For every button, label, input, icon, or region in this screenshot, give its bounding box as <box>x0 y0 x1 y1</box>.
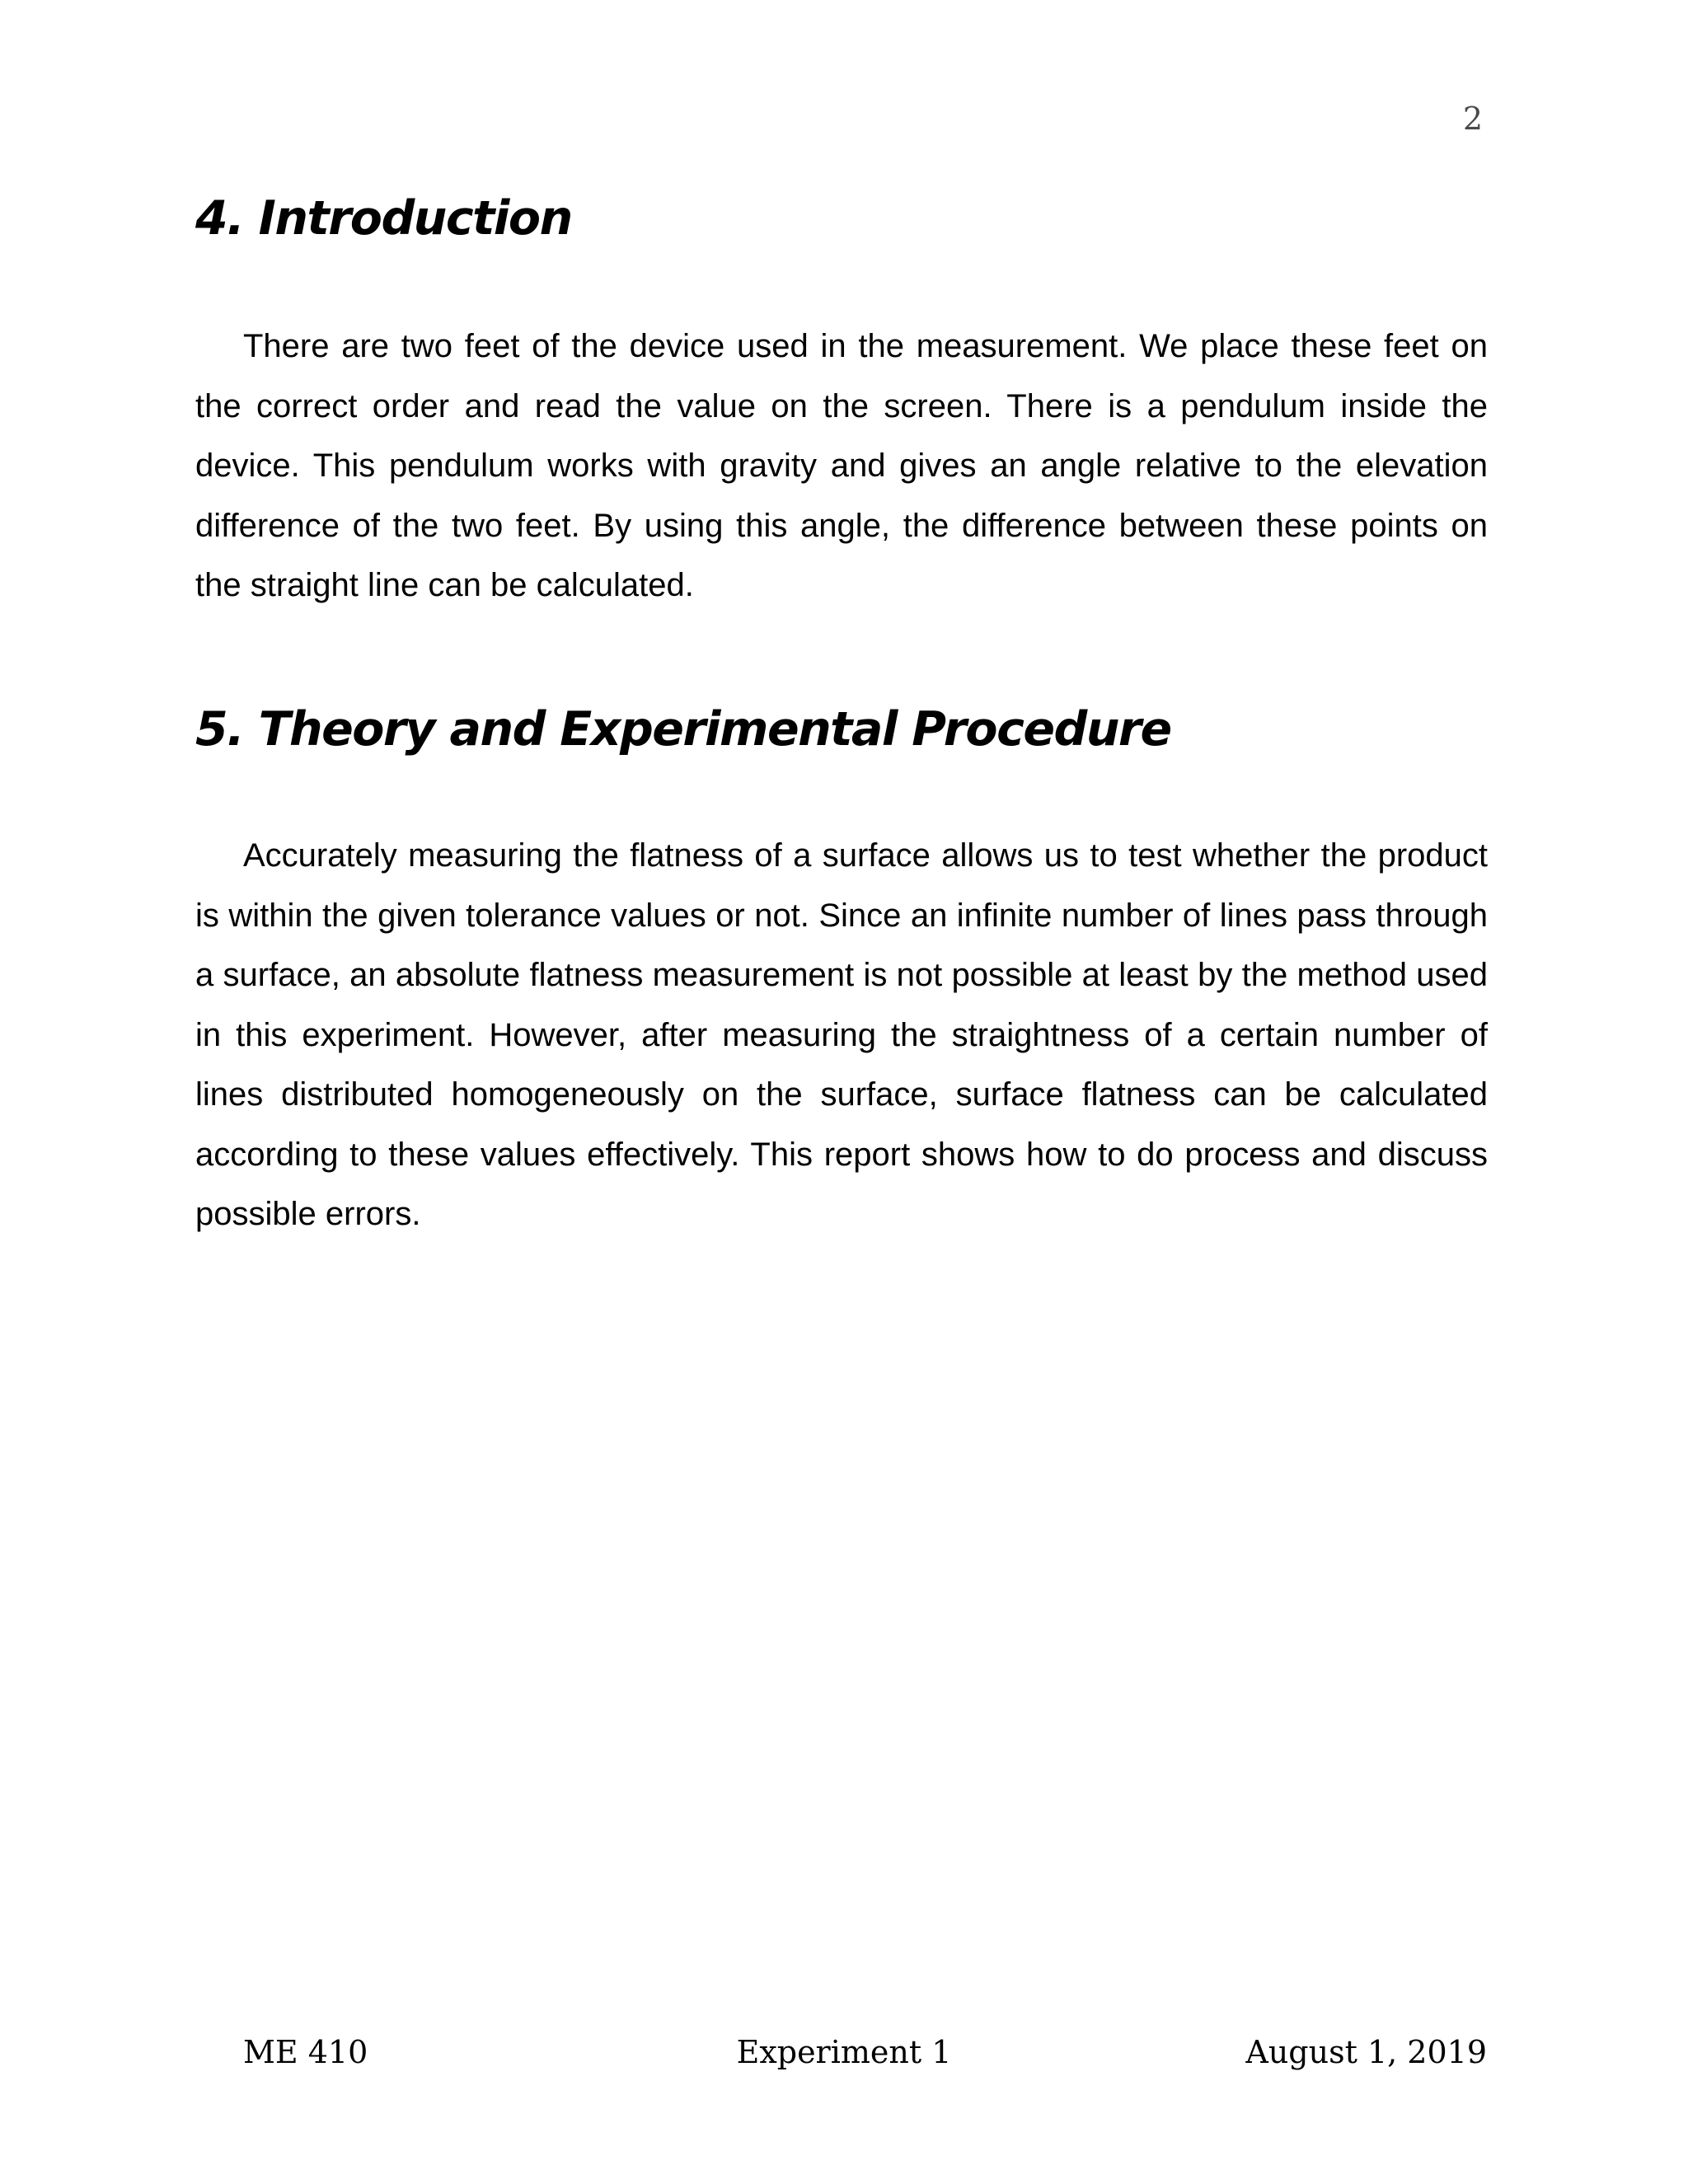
footer-date: August 1, 2019 <box>1245 2034 1487 2070</box>
footer-experiment: Experiment 1 <box>736 2034 952 2070</box>
footer-course: ME 410 <box>243 2034 368 2070</box>
page-number: 2 <box>1462 101 1483 137</box>
section-heading-theory-procedure: 5. Theory and Experimental Procedure <box>195 702 1171 757</box>
introduction-paragraph: There are two feet of the device used in the measurement. We place these feet on the correct order and read the value on the screen. There is a pendulum inside the device. This pendulum works with gravity and gives an angle relative to the elevation difference of the two feet. By using this angle, the difference between these points on the straight line can be calculated. <box>195 328 1488 603</box>
theory-paragraph: Accurately measuring the flatness of a surface allows us to test whether the product is within the given tolerance values or not. Since an infinite number of lines pass through a surface, an absolute flatness measurement is not possible at least by the method used in this experiment. However, after measuring the straightness of a certain number of lines distributed homogeneously on the surface, surface flatness can be calculated according to these values effectively. This report shows how to do process and discuss possible errors. <box>195 837 1488 1232</box>
section-heading-introduction: 4. Introduction <box>195 191 572 246</box>
